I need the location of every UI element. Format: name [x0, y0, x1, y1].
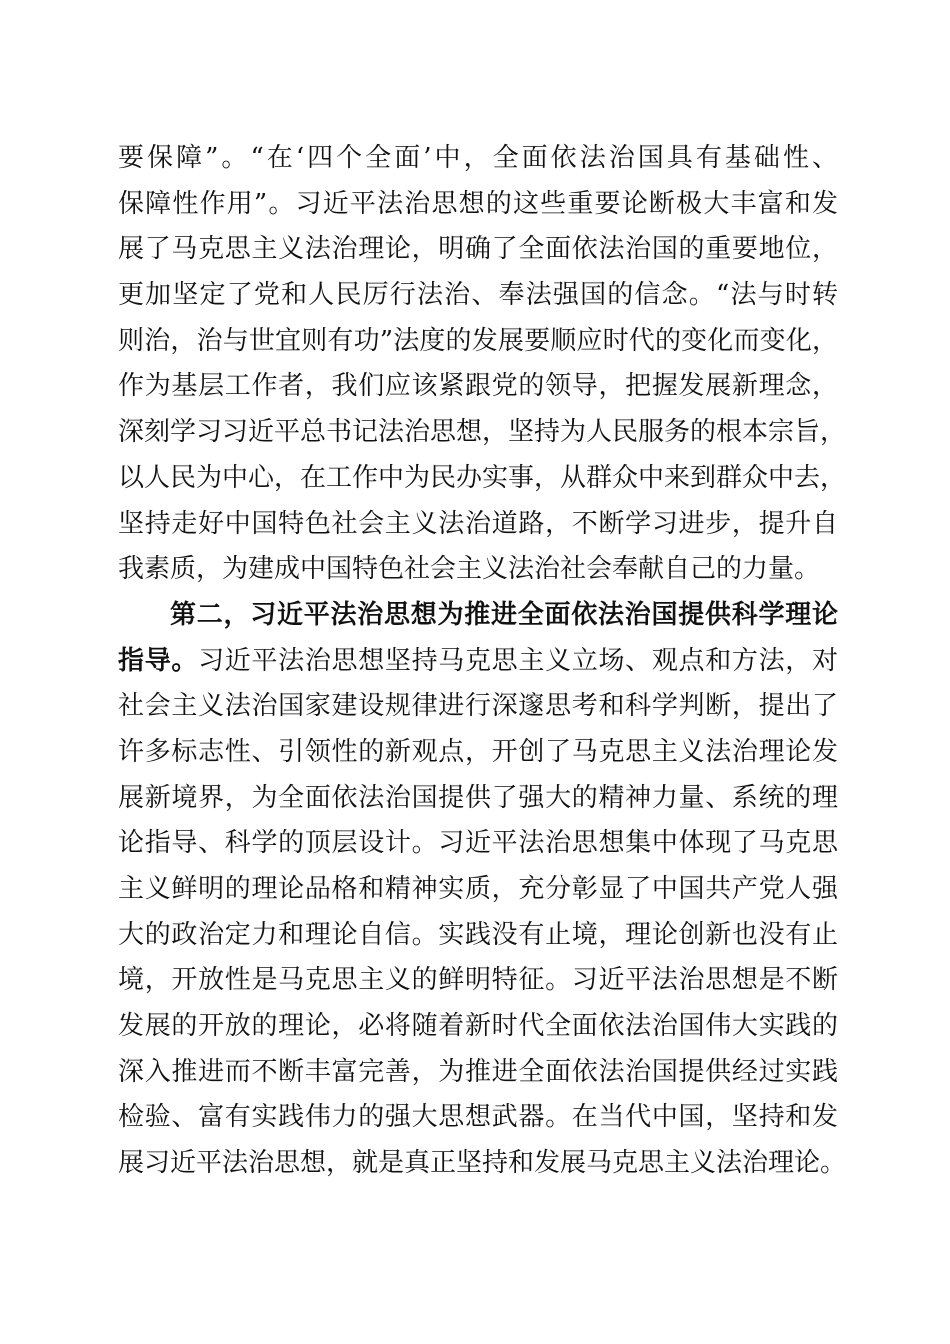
section-heading-continuation — [118, 639, 838, 685]
paragraph-line: 以人民为中心，在工作中为民办实事，从群众中来到群众中去， — [118, 462, 847, 493]
section-heading: 第二，习近平法治思想为推进全面依法治国提供科学理论 — [170, 599, 838, 630]
paragraph-line: 保障性作用”。习近平法治思想的这些重要论断极大丰富和发 — [118, 188, 838, 219]
paragraph-line: 许多标志性、引领性的新观点，开创了马克思主义法治理论发 — [118, 736, 838, 767]
paragraph-line: 我素质，为建成中国特色社会主义法治社会奉献自己的力量。 — [118, 554, 821, 585]
paragraph-line: 则治，治与世宜则有功”法度的发展要顺应时代的变化而变化， — [118, 325, 838, 356]
document-body — [118, 136, 847, 1187]
paragraph-line: 境，开放性是马克思主义的鲜明特征。习近平法治思想是不断 — [118, 965, 838, 996]
section-text: 习近平法治思想坚持马克思主义立场、观点和方法，对 — [198, 645, 838, 676]
paragraph-line: 要保障”。“在‘四个全面’中，全面依法治国具有基础性、 — [118, 143, 838, 173]
paragraph-line: 更加坚定了党和人民厉行法治、奉法强国的信念。“法与时转 — [118, 280, 838, 311]
paragraph-line: 作为基层工作者，我们应该紧跟党的领导，把握发展新理念， — [118, 371, 838, 402]
section-heading-end: 指导。 — [118, 645, 199, 676]
paragraph-line: 展新境界，为全面依法治国提供了强大的精神力量、系统的理 — [118, 782, 838, 813]
paragraph-line: 主义鲜明的理论品格和精神实质，充分彰显了中国共产党人强 — [118, 874, 838, 904]
paragraph-line: 展习近平法治思想，就是真正坚持和发展马克思主义法治理论。 — [118, 1148, 847, 1179]
paragraph-line: 深刻学习习近平总书记法治思想，坚持为人民服务的根本宗旨， — [118, 417, 847, 448]
paragraph-line: 论指导、科学的顶层设计。习近平法治思想集中体现了马克思 — [118, 828, 838, 859]
paragraph-line: 检验、富有实践伟力的强大思想武器。在当代中国，坚持和发 — [118, 1102, 838, 1133]
paragraph-line: 展了马克思主义法治理论，明确了全面依法治国的重要地位， — [118, 234, 838, 265]
paragraph-line: 发展的开放的理论，必将随着新时代全面依法治国伟大实践的 — [118, 1011, 838, 1042]
paragraph-line: 大的政治定力和理论自信。实践没有止境，理论创新也没有止 — [118, 919, 838, 950]
paragraph-line: 坚持走好中国特色社会主义法治道路，不断学习进步，提升自 — [118, 508, 838, 539]
paragraph-line: 社会主义法治国家建设规律进行深邃思考和科学判断，提出了 — [118, 691, 838, 722]
paragraph-line: 深入推进而不断丰富完善，为推进全面依法治国提供经过实践 — [118, 1056, 838, 1087]
